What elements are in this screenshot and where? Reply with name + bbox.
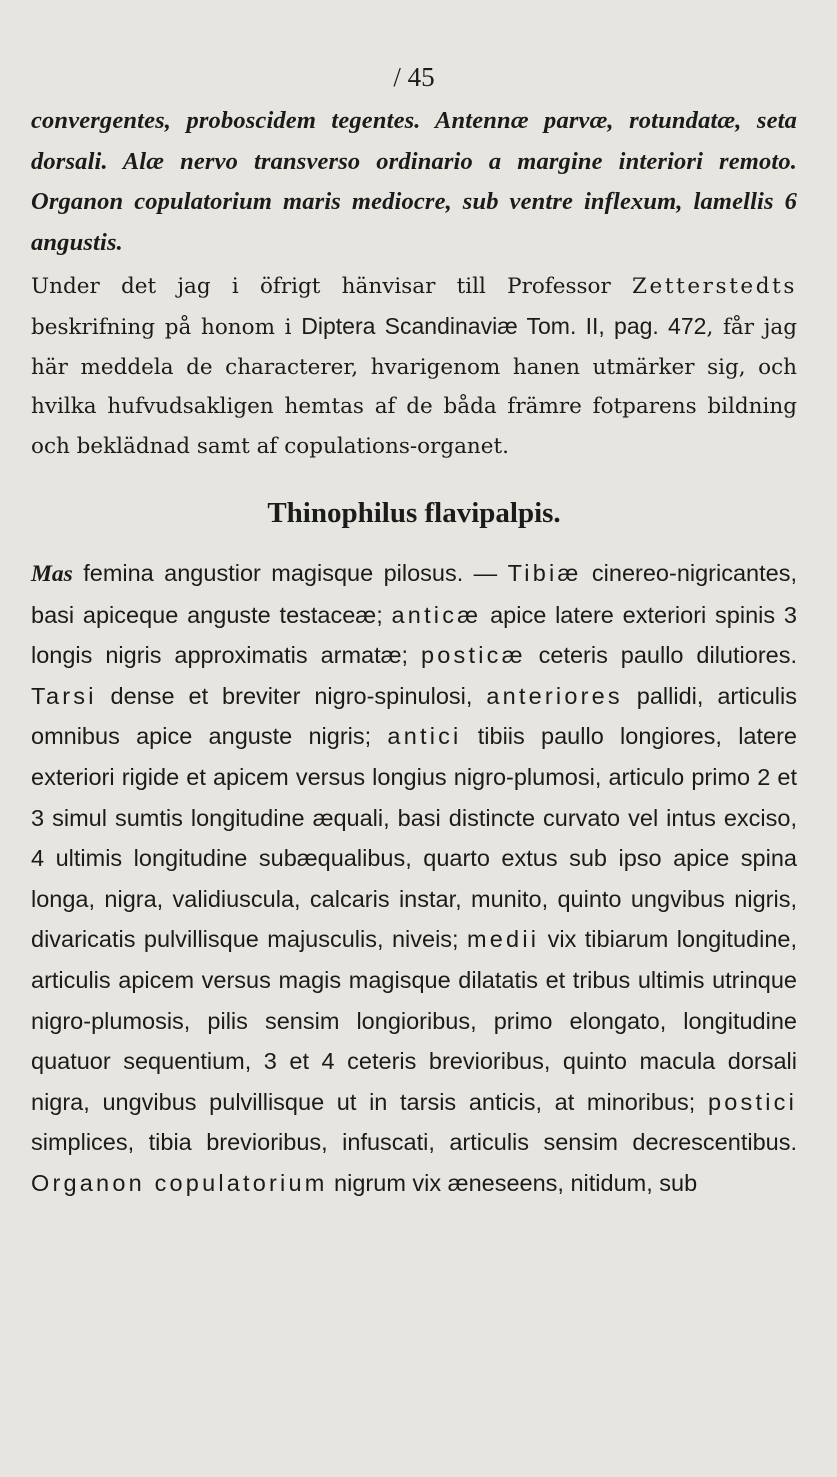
term-organon: Organon copulatorium: [31, 1169, 328, 1196]
term-posticae: posticæ: [421, 642, 526, 669]
term-antici: antici: [387, 723, 462, 750]
body-text: ceteris paullo dilutiores.: [525, 642, 797, 669]
body-text: apice latere exteriori spinis 3 longis nigris approximatis armatæ;: [31, 601, 797, 669]
swedish-text-part: beskrifning på honom i: [31, 314, 302, 340]
cited-work: Diptera Scandinaviæ Tom. II, pag. 472: [301, 312, 707, 339]
author-name: Zetterstedts: [632, 274, 797, 299]
body-text: femina angustior magisque pilosus. —: [72, 559, 508, 586]
body-text: pallidi, articulis omnibus apice anguste nigris;: [31, 682, 797, 750]
latin-description-paragraph: convergentes, proboscidem tegentes. Antennæ parvæ, rotundatæ, seta dorsali. Alæ nervo transverso ordinario a margine interiori remoto. Organon copulatorium maris mediocre, sub ventre inflexum, lamellis 6 angustis.: [31, 107, 797, 256]
species-heading: Thinophilus flavipalpis.: [267, 496, 561, 529]
body-text: vix tibiarum longitudine, articulis apicem versus magis magisque dilatatis et tribus ultimis utrinque nigro-plumosis, pilis sensim longioribus, primo elongato, longitudine quatuor sequentium, 3 et 4 ceteris brevioribus, quinto macula dorsali nigra, ungvibus pulvillisque ut in tarsis anticis, at minoribus;: [31, 926, 797, 1115]
species-description-paragraph: [31, 553, 797, 1204]
term-mas: Mas: [31, 560, 73, 587]
swedish-commentary-paragraph: [31, 267, 797, 467]
body-text: dense et breviter nigro-spinulosi,: [96, 682, 487, 709]
term-postici: postici: [707, 1088, 797, 1115]
term-tibiae: Tibiæ: [507, 559, 582, 586]
swedish-text-part: Under det jag i öfrigt hänvisar till Professor: [31, 274, 633, 299]
page-number: / 45: [393, 62, 435, 92]
swedish-text-part: , får jag här meddela de characterer, hvarigenom hanen utmärker sig, och hvilka hufvudsakligen hemtas af de båda främre fotparens bildning och beklädnad samt af copulations-organet.: [31, 314, 797, 460]
term-anteriores: anteriores: [486, 682, 623, 709]
term-medii: medii: [467, 926, 540, 953]
term-anticae: anticæ: [391, 601, 482, 628]
body-text: simplices, tibia brevioribus, infuscati, articulis sensim decrescentibus.: [31, 1129, 797, 1156]
body-text: nigrum vix æneseens, nitidum, sub: [327, 1169, 698, 1196]
body-text: cinereo-nigricantes, basi apiceque anguste testaceæ;: [31, 559, 797, 628]
term-tarsi: Tarsi: [31, 682, 97, 709]
body-text: tibiis paullo longiores, latere exteriori rigide et apicem versus longius nigro-plumosi, articulo primo 2 et 3 simul sumtis longitudine æquali, basi distincte curvato vel intus exciso, 4 ultimis longitudine subæqualibus, quarto extus sub ipso apice spina longa, nigra, validiuscula, calcaris instar, munito, quinto ungvibus nigris, divaricatis pulvillisque majusculis, niveis;: [31, 723, 797, 953]
